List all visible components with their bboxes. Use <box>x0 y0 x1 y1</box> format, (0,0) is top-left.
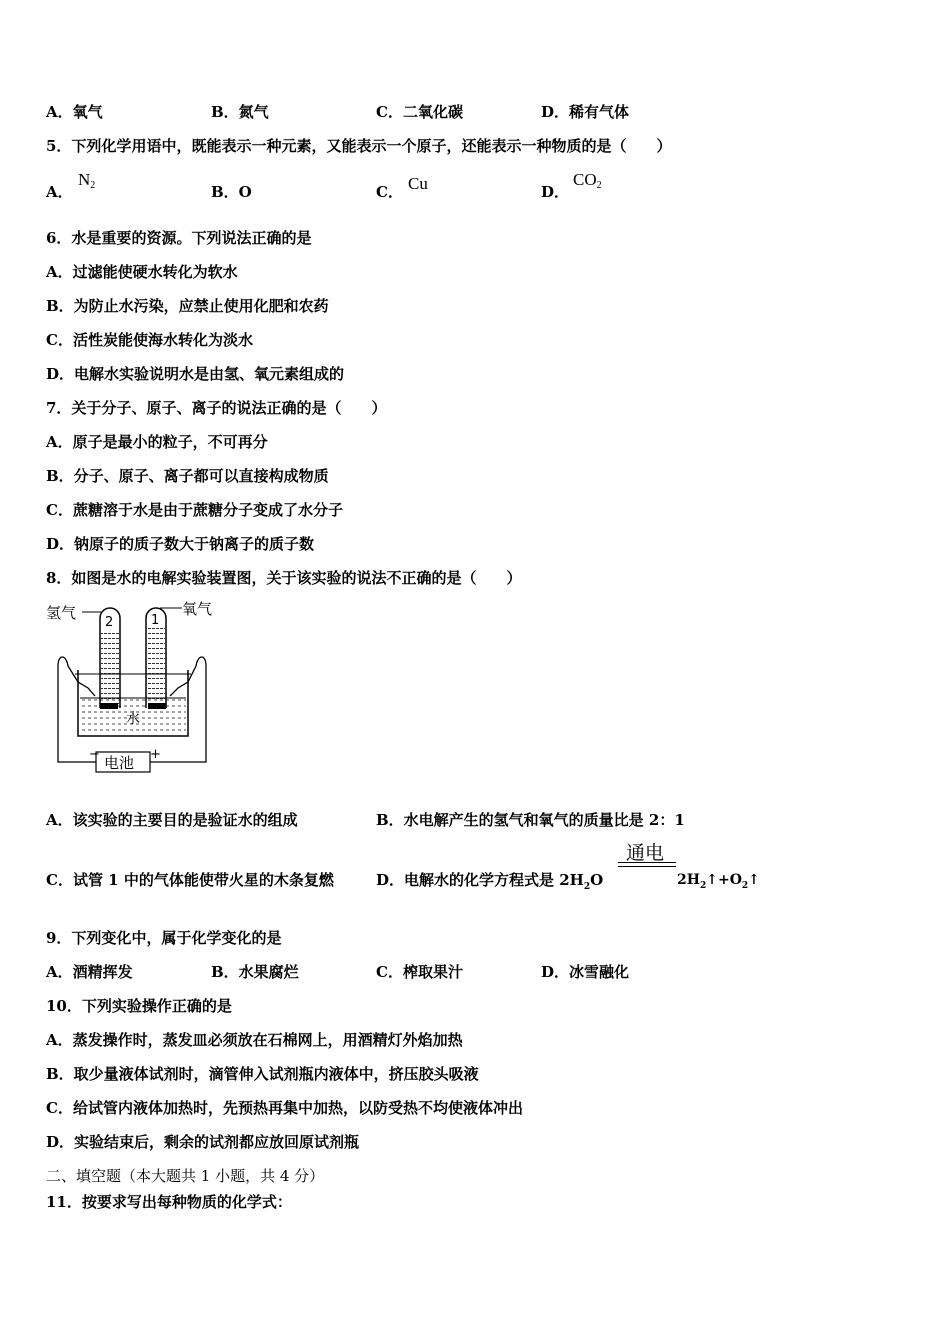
q5-stem: 5．下列化学用语中，既能表示一种元素，又能表示一个原子，还能表示一种物质的是（ ） <box>46 137 672 155</box>
q9-option-b: B．水果腐烂 <box>211 963 299 981</box>
q5-option-c-formula: Cu <box>408 174 428 193</box>
q5-option-a-label: A． <box>46 183 73 201</box>
q7-option-c: C．蔗糖溶于水是由于蔗糖分子变成了水分子 <box>46 501 343 519</box>
q10-option-b: B．取少量液体试剂时，滴管伸入试剂瓶内液体中，挤压胶头吸液 <box>46 1065 479 1083</box>
q5-option-d-formula: $CO_2$ <box>573 170 602 191</box>
q10-option-a: A．蒸发操作时，蒸发皿必须放在石棉网上，用酒精灯外焰加热 <box>46 1031 463 1049</box>
q9-stem: 9．下列变化中，属于化学变化的是 <box>46 929 282 947</box>
q8-option-a: A．该实验的主要目的是验证水的组成 <box>46 811 298 829</box>
q4-option-d: D．稀有气体 <box>541 103 630 121</box>
q8-stem: 8．如图是水的电解实验装置图，关于该实验的说法不正确的是（ ） <box>46 569 522 587</box>
q8-option-b: B．水电解产生的氢气和氧气的质量比是 2：1 <box>376 811 685 829</box>
oxygen-label: 氧气 <box>182 600 213 618</box>
q8-option-c: C．试管 1 中的气体能使带火星的木条复燃 <box>46 871 334 889</box>
hydrogen-label: 氢气 <box>46 604 77 622</box>
tube-1-label: 1 <box>151 613 160 628</box>
q9-option-c: C．榨取果汁 <box>376 963 463 981</box>
q4-option-c: C．二氧化碳 <box>376 103 463 121</box>
q9-option-d: D．冰雪融化 <box>541 963 630 981</box>
q7-option-d: D．钠原子的质子数大于钠离子的质子数 <box>46 535 315 553</box>
test-tube-1-gas <box>147 626 165 708</box>
battery-minus: − <box>89 747 100 762</box>
battery-plus: + <box>150 747 161 762</box>
q6-option-b: B．为防止水污染，应禁止使用化肥和农药 <box>46 297 329 315</box>
q6-option-d: D．电解水实验说明水是由氢、氧元素组成的 <box>46 365 345 383</box>
q4-option-a: A．氧气 <box>46 103 103 121</box>
q5-option-d-label: D． <box>541 183 570 201</box>
electrode-left <box>100 703 118 709</box>
reaction-line-bottom <box>618 866 676 867</box>
q11-stem: 11．按要求写出每种物质的化学式： <box>46 1193 292 1211</box>
q8-option-d: D．电解水的化学方程式是 $2H_2O$ <box>376 871 604 892</box>
reaction-products: $2H_2↑+O_2↑$ <box>677 872 760 891</box>
q5-option-b: B．O <box>211 183 252 201</box>
reaction-line-top <box>618 862 676 863</box>
q9-option-a: A．酒精挥发 <box>46 963 133 981</box>
q10-option-d: D．实验结束后，剩余的试剂都应放回原试剂瓶 <box>46 1133 360 1151</box>
q7-option-a: A．原子是最小的粒子，不可再分 <box>46 433 268 451</box>
q5-option-a-formula: $N_2$ <box>78 170 96 191</box>
electrolysis-diagram <box>40 596 220 781</box>
q10-option-c: C．给试管内液体加热时，先预热再集中加热，以防受热不均使液体冲出 <box>46 1099 523 1117</box>
q7-stem: 7．关于分子、原子、离子的说法正确的是（ ） <box>46 399 387 417</box>
reaction-condition: 通电 <box>626 842 665 864</box>
q5-option-c-label: C． <box>376 183 403 201</box>
q7-option-b: B．分子、原子、离子都可以直接构成物质 <box>46 467 329 485</box>
q4-option-b: B．氮气 <box>211 103 269 121</box>
q6-option-a: A．过滤能使硬水转化为软水 <box>46 263 238 281</box>
q6-stem: 6．水是重要的资源。下列说法正确的是 <box>46 229 312 247</box>
battery-label: 电池 <box>104 754 135 772</box>
tube-2-label: 2 <box>105 615 114 630</box>
q10-stem: 10．下列实验操作正确的是 <box>46 997 232 1015</box>
water-label: 水 <box>126 711 140 727</box>
q6-option-c: C．活性炭能使海水转化为淡水 <box>46 331 253 349</box>
test-tube-2-gas <box>101 630 119 708</box>
electrode-right <box>148 703 166 709</box>
section-2-heading: 二、填空题（本大题共 1 小题，共 4 分） <box>46 1167 325 1185</box>
